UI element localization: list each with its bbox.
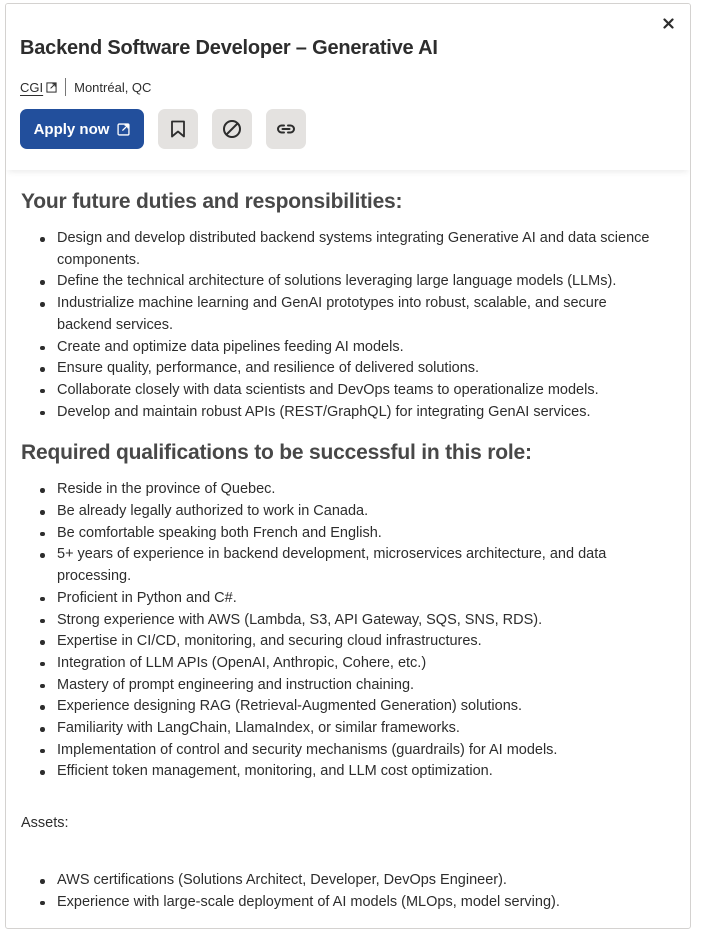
job-header: [6, 4, 690, 170]
list-item: Expertise in CI/CD, monitoring, and securing cloud infrastructures.: [57, 631, 675, 653]
not-interested-button[interactable]: [212, 109, 252, 149]
close-button[interactable]: [658, 14, 678, 34]
list-item: Familiarity with LangChain, LlamaIndex, or similar frameworks.: [57, 718, 675, 740]
list-item: Strong experience with AWS (Lambda, S3, API Gateway, SQS, SNS, RDS).: [57, 610, 675, 632]
list-item: Industrialize machine learning and GenAI prototypes into robust, scalable, and secure backend services.: [57, 293, 675, 336]
list-item: Efficient token management, monitoring, and LLM cost optimization.: [57, 761, 675, 783]
apply-now-button[interactable]: [20, 109, 144, 149]
bookmark-icon: [170, 120, 186, 138]
job-meta: [20, 78, 151, 96]
list-item: Experience designing RAG (Retrieval-Augmented Generation) solutions.: [57, 696, 675, 718]
assets-label: Assets:: [21, 815, 69, 832]
list-item: Proficient in Python and C#.: [57, 588, 675, 610]
qualifications-list: [21, 479, 675, 783]
ban-icon: [222, 119, 242, 139]
list-item: Be already legally authorized to work in Canada.: [57, 501, 675, 523]
external-link-icon: [46, 82, 57, 93]
assets-list: [21, 870, 675, 913]
list-item: Develop and maintain robust APIs (REST/GraphQL) for integrating GenAI services.: [57, 402, 675, 424]
copy-link-button[interactable]: [266, 109, 306, 149]
job-title: Backend Software Developer – Generative AI: [20, 37, 438, 59]
job-details-panel: [5, 3, 691, 929]
apply-now-label: Apply now: [33, 120, 110, 138]
duties-list: [21, 228, 675, 423]
list-item: Experience with large-scale deployment of AI models (MLOps, model serving).: [57, 892, 675, 914]
close-icon: [663, 18, 674, 29]
list-item: Define the technical architecture of solutions leveraging large language models (LLMs).: [57, 271, 675, 293]
company-link[interactable]: [20, 80, 57, 95]
list-item: Ensure quality, performance, and resilience of delivered solutions.: [57, 358, 675, 380]
job-actions: [20, 109, 306, 149]
company-name: CGI: [20, 79, 44, 95]
list-item: Implementation of control and security mechanisms (guardrails) for AI models.: [57, 740, 675, 762]
qualifications-heading: Required qualifications to be successful in this role:: [21, 441, 532, 465]
list-item: Create and optimize data pipelines feeding AI models.: [57, 337, 675, 359]
job-location: Montréal, QC: [74, 79, 152, 95]
list-item: 5+ years of experience in backend development, microservices architecture, and data processing.: [57, 544, 675, 587]
link-icon: [276, 123, 296, 135]
list-item: Reside in the province of Quebec.: [57, 479, 675, 501]
meta-divider: [65, 78, 66, 96]
list-item: Mastery of prompt engineering and instruction chaining.: [57, 675, 675, 697]
list-item: AWS certifications (Solutions Architect, Developer, DevOps Engineer).: [57, 870, 675, 892]
duties-heading: Your future duties and responsibilities:: [21, 190, 403, 213]
job-description[interactable]: [6, 170, 690, 928]
list-item: Integration of LLM APIs (OpenAI, Anthropic, Cohere, etc.): [57, 653, 675, 675]
list-item: Collaborate closely with data scientists and DevOps teams to operationalize models.: [57, 380, 675, 402]
save-job-button[interactable]: [158, 109, 198, 149]
external-link-icon: [117, 123, 130, 136]
list-item: Design and develop distributed backend systems integrating Generative AI and data science components.: [57, 228, 675, 271]
list-item: Be comfortable speaking both French and English.: [57, 523, 675, 545]
